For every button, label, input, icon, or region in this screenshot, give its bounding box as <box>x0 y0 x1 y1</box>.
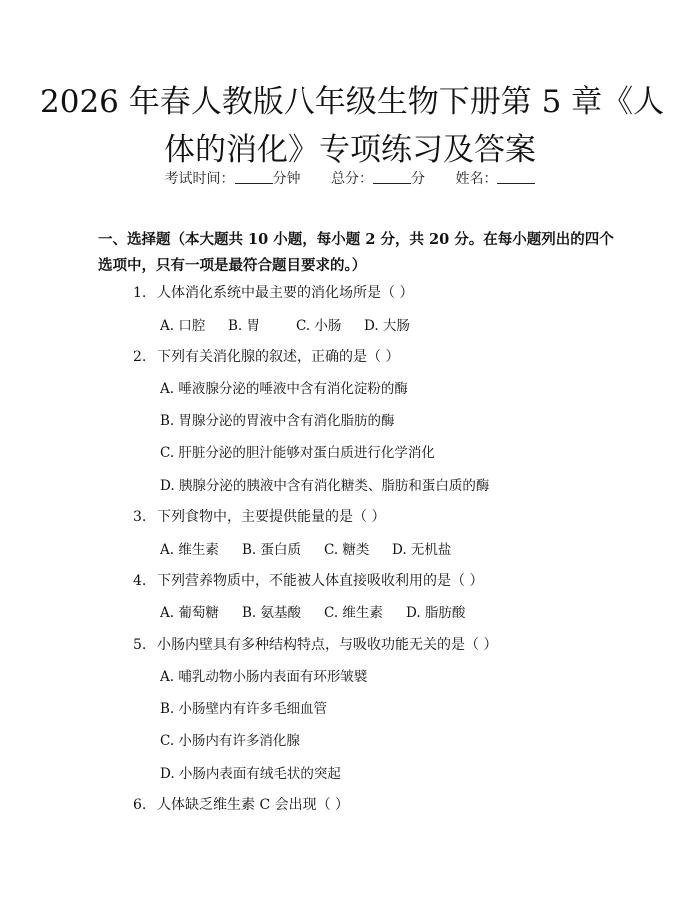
option-d: D. 胰腺分泌的胰液中含有消化糖类、脂肪和蛋白质的酶 <box>160 478 490 494</box>
exam-name <box>455 168 535 188</box>
exam-time <box>165 168 301 188</box>
question-text: 下列营养物质中，不能被人体直接吸收利用的是（ ） <box>157 573 484 589</box>
question-text: 下列食物中，主要提供能量的是（ ） <box>157 509 386 525</box>
exam-score <box>331 168 425 188</box>
question-stem <box>133 794 349 814</box>
name-blank <box>497 171 535 184</box>
score-blank <box>373 171 411 184</box>
question-stem <box>133 282 413 302</box>
option-a: A. 维生素 <box>160 542 219 558</box>
option-a: A. 葡萄糖 <box>160 605 219 621</box>
option-c: C. 糖类 <box>324 542 370 558</box>
option-b: B. 小肠壁内有许多毛细血管 <box>160 701 328 717</box>
section-heading: 一、选择题（本大题共 10 小题，每小题 2 分，共 20 分。在每小题列出的四个选项中，只有一项是最符合题目要求的。） <box>98 231 614 274</box>
option-a: A. 哺乳动物小肠内表面有环形皱襞 <box>160 669 368 685</box>
exam-meta <box>0 168 700 188</box>
option-c: C. 小肠内有许多消化腺 <box>160 733 300 749</box>
option-c: C. 肝脏分泌的胆汁能够对蛋白质进行化学消化 <box>160 445 435 461</box>
page-title <box>40 78 665 174</box>
question-number: 1. <box>133 285 147 301</box>
option-b: B. 氨基酸 <box>242 605 302 621</box>
option-b: B. 胃腺分泌的胃液中含有消化脂肪的酶 <box>160 413 395 429</box>
title-line-2: 体的消化》专项练习及答案 <box>164 132 536 168</box>
time-label: 考试时间： <box>164 171 235 187</box>
option-d: D. 脂肪酸 <box>406 605 466 621</box>
score-unit: 分 <box>411 171 425 187</box>
question-text: 下列有关消化腺的叙述，正确的是（ ） <box>157 349 400 365</box>
question-stem <box>133 570 483 590</box>
question-number: 4. <box>133 573 147 589</box>
score-label: 总分： <box>331 171 373 187</box>
option-d: D. 大肠 <box>364 318 410 334</box>
option-row <box>160 601 465 621</box>
question-stem <box>133 634 497 654</box>
question-text: 人体消化系统中最主要的消化场所是（ ） <box>157 285 414 301</box>
question-number: 3. <box>133 509 147 525</box>
option-d: D. 无机盐 <box>392 542 452 558</box>
question-text: 人体缺乏维生素 C 会出现（ ） <box>157 797 350 813</box>
time-unit: 分钟 <box>272 171 301 187</box>
option-c: C. 维生素 <box>324 605 383 621</box>
question-stem <box>133 506 385 526</box>
title-line-1: 2026 年春人教版八年级生物下册第 5 章《人 <box>40 84 665 120</box>
question-number: 5. <box>133 637 147 653</box>
option-a: A. 唾液腺分泌的唾液中含有消化淀粉的酶 <box>160 381 408 397</box>
option-b: B. 蛋白质 <box>242 542 302 558</box>
option-d: D. 小肠内表面有绒毛状的突起 <box>160 766 341 782</box>
question-number: 6. <box>133 797 147 813</box>
time-blank <box>235 171 273 184</box>
question-text: 小肠内壁具有多种结构特点，与吸收功能无关的是（ ） <box>157 637 498 653</box>
question-number: 2. <box>133 349 147 365</box>
question-stem <box>133 346 399 366</box>
option-row <box>160 314 410 334</box>
name-label: 姓名： <box>455 171 498 187</box>
option-b: B. 胃 <box>228 318 261 334</box>
option-a: A. 口腔 <box>160 318 206 334</box>
option-c: C. 小肠 <box>296 318 342 334</box>
option-row <box>160 538 451 558</box>
